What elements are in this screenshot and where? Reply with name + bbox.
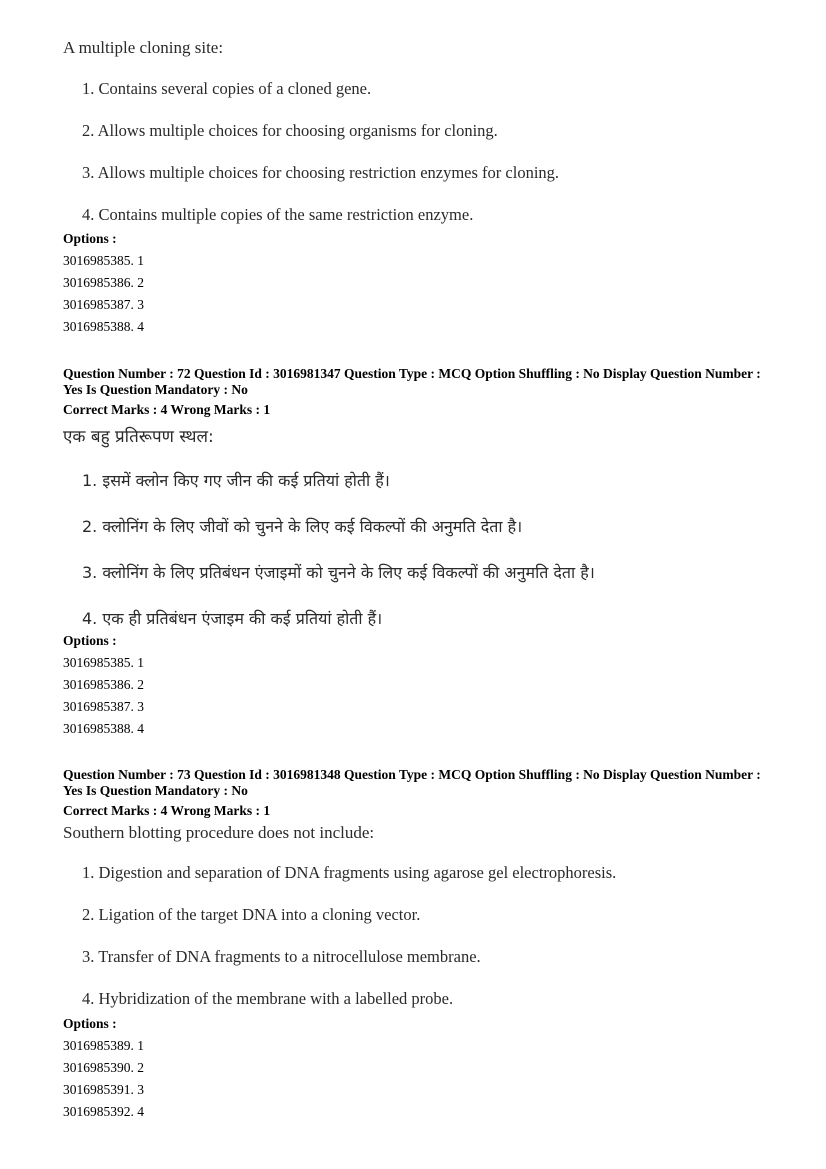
option-line: 3016985387. 3	[63, 699, 144, 714]
question-choice: 3. Transfer of DNA fragments to a nitrocellulose membrane.	[82, 947, 481, 966]
question-choice: 1. इसमें क्लोन किए गए जीन की कई प्रतियां होती हैं।	[82, 471, 390, 490]
option-line: 3016985392. 4	[63, 1104, 144, 1119]
option-line: 3016985388. 4	[63, 319, 144, 334]
option-line: 3016985385. 1	[63, 655, 144, 670]
option-line: 3016985387. 3	[63, 297, 144, 312]
question-meta: Question Number : 73 Question Id : 3016981348 Question Type : MCQ Option Shuffling : No Display Question Number : Yes Is Question Mandatory : No	[63, 767, 761, 798]
options-label: Options :	[63, 633, 117, 648]
question-choice: 1. Contains several copies of a cloned gene.	[82, 79, 372, 98]
option-line: 3016985386. 2	[63, 275, 144, 290]
option-line: 3016985386. 2	[63, 677, 144, 692]
option-line: 3016985388. 4	[63, 721, 144, 736]
question-choice: 2. Ligation of the target DNA into a cloning vector.	[82, 905, 421, 924]
question-choice: 3. Allows multiple choices for choosing restriction enzymes for cloning.	[82, 163, 560, 182]
option-line: 3016985389. 1	[63, 1038, 144, 1053]
options-label: Options :	[63, 1016, 117, 1031]
question-stem: Southern blotting procedure does not include:	[63, 823, 375, 842]
option-line: 3016985385. 1	[63, 253, 144, 268]
option-line: 3016985390. 2	[63, 1060, 144, 1075]
options-label: Options :	[63, 231, 117, 246]
question-stem: A multiple cloning site:	[63, 38, 224, 57]
question-choice: 4. Hybridization of the membrane with a labelled probe.	[82, 989, 454, 1008]
question-choice: 2. Allows multiple choices for choosing organisms for cloning.	[82, 121, 498, 140]
option-line: 3016985391. 3	[63, 1082, 144, 1097]
question-choice: 3. क्लोनिंग के लिए प्रतिबंधन एंजाइमों को चुनने के लिए कई विकल्पों की अनुमति देता है।	[82, 563, 595, 582]
question-choice: 1. Digestion and separation of DNA fragments using agarose gel electrophoresis.	[82, 863, 617, 882]
question-choice: 4. एक ही प्रतिबंधन एंजाइम की कई प्रतियां होती हैं।	[82, 609, 383, 628]
question-marks: Correct Marks : 4 Wrong Marks : 1	[63, 803, 271, 818]
question-stem: एक बहु प्रतिरूपण स्थल:	[63, 427, 214, 447]
question-choice: 4. Contains multiple copies of the same restriction enzyme.	[82, 205, 474, 224]
question-meta: Question Number : 72 Question Id : 3016981347 Question Type : MCQ Option Shuffling : No Display Question Number : Yes Is Question Mandatory : No	[63, 366, 761, 397]
question-marks: Correct Marks : 4 Wrong Marks : 1	[63, 402, 271, 417]
question-choice: 2. क्लोनिंग के लिए जीवों को चुनने के लिए कई विकल्पों की अनुमति देता है।	[82, 517, 523, 536]
